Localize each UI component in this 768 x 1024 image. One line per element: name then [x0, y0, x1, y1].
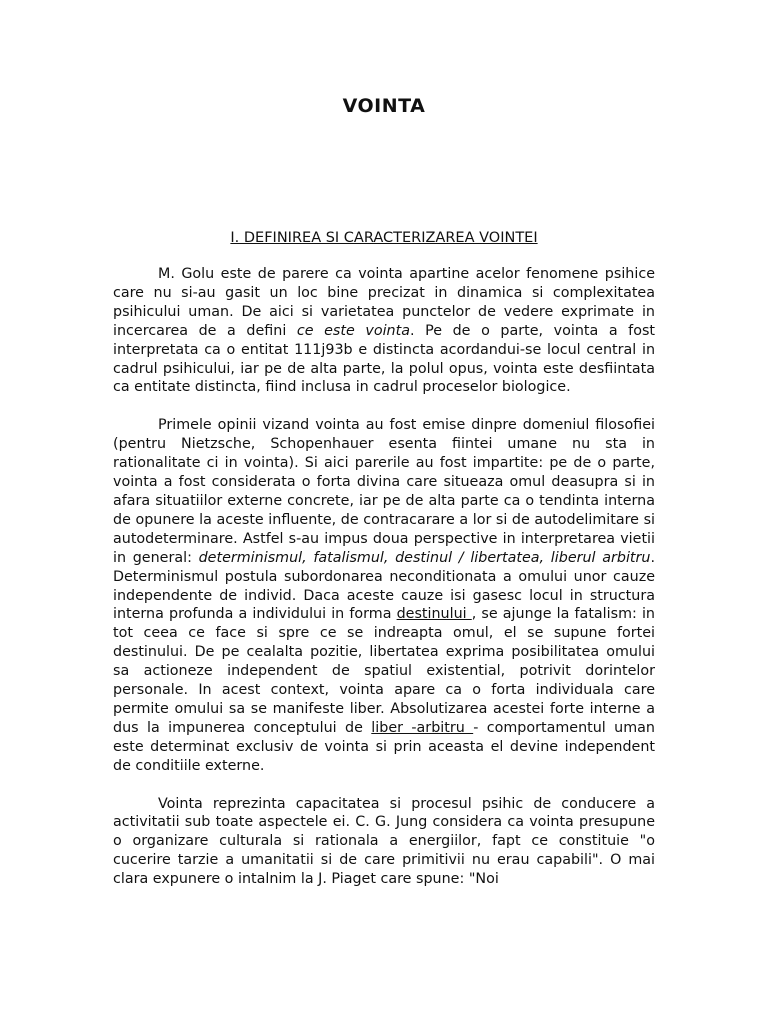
italic-phrase: determinismul, fatalismul, destinul / libertatea, liberul arbitru — [198, 549, 651, 566]
section-heading: I. DEFINIREA SI CARACTERIZAREA VOINTEI — [230, 230, 538, 246]
document-title: VOINTA — [342, 95, 426, 117]
paragraph-1: M. Golu este de parere ca vointa apartine acelor fenomene psihice care nu si-au gasit un loc bine precizat in dinamica si complexitatea psihicului uman. De aici si varietatea punctelor de vedere exprimate in incercarea de a defini ce este vointa. Pe de o parte, vointa a fost interpretata ca o entitat 111j93b e distincta acordandui-se locul central in cadrul psihicului, iar pe de alta parte, la polul opus, vointa este desfiintata ca entitate distincta, fiind inclusa in cadrul proceselor biologice. — [113, 266, 656, 396]
paragraph-3: Vointa reprezinta capacitatea si procesul psihic de conducere a activitatii sub toate aspectele ei. C. G. Jung considera ca vointa presupune o organizare culturala si rationala a energiilor, fapt ce constituie "o cucerire tarzie a umanitatii si de care primitivii nu erau capabili". O mai clara expunere o intalnim la J. Piaget care spune: "Noi — [113, 795, 655, 888]
paragraph-2: Primele opinii vizand vointa au fost emise dinpre domeniul filosofiei (pentru Nietzsche, Schopenhauer esenta fiintei umane nu sta in rationalitate ci in vointa). Si aici parerile au fost impartite: pe de o parte, vointa a fost considerata o forta divina care situeaza omul deasupra si in afara situatiilor externe concrete, iar pe de alta parte ca o tendinta interna de opunere la aceste influente, de contracarare a lor si de autodelimitare si autodeterminare. Astfel s-au impus doua perspective in interpretarea vietii in general: determinismul, fatalismul, destinul / libertatea, liberul arbitru. Determinismul postula subordonarea neconditionata a omului unor cauze independente de individ. Daca aceste cauze isi gasesc locul in structura interna profunda a individului in forma destinului , se ajunge la fatalism: in tot ceea ce face si spre ce se indreapta omul, el se supune fortei destinului. De pe cealalta pozitie, libertatea exprima posibilitatea omului sa actioneze independent de spatiul existential, potrivit dorintelor personale. In acest context, vointa apare ca o forta individuala care permite omului sa se manifeste liber. Absolutizarea acestei forte interne a dus la impunerea conceptului de liber -arbitru - comportamentul uman este determinat exclusiv de vointa si prin aceasta el devine independent de conditiile externe. — [113, 417, 656, 774]
liber-arbitru-link[interactable]: liber -arbitru — [371, 719, 474, 736]
document-body — [113, 265, 655, 908]
italic-phrase: ce este vointa — [296, 322, 410, 339]
destinului-link[interactable]: destinului — [396, 606, 472, 623]
